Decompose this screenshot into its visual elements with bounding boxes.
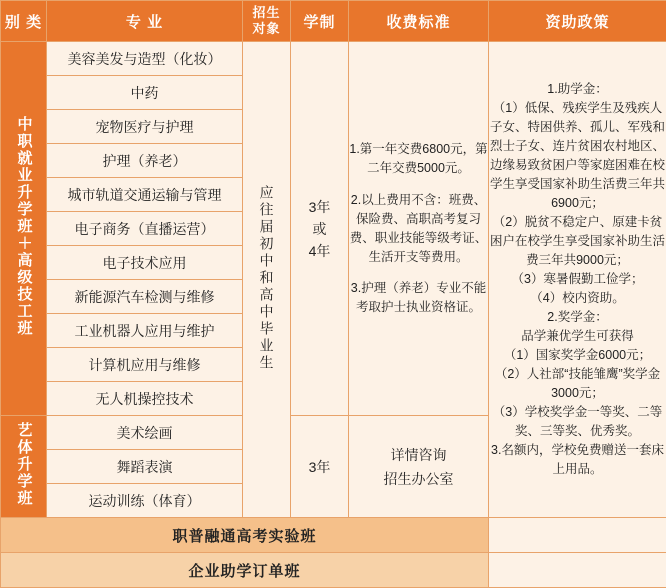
header-fee: 收费标准 xyxy=(349,1,489,42)
table-row xyxy=(1,42,666,76)
aid-policy-spacer xyxy=(489,518,666,553)
aid-policy-cell: 1.助学金： （1）低保、残疾学生及残疾人子女、特困供养、孤儿、军残和烈士子女、连片贫困农村地区、边缘易致贫困户等家庭困难在校学生享受国家补助生活费三年共6900元； （2）脱贫不稳定户、原建卡贫困户在校学生享受国家补助生活费三年共9000元； （3）寒暑假勤工俭学； （4）校内资助。 2.奖学金： 品学兼优学生可获得 （1）国家奖学金6000元； （2）人社部“技能雏鹰”奖学金3000元； （3）学校奖学金一等奖、二等奖、三等奖、优秀奖。 3.名额内，学校免费赠送一套床上用品。 xyxy=(489,42,666,518)
major-cell: 电子技术应用 xyxy=(47,246,243,280)
major-cell: 电子商务（直播运营） xyxy=(47,212,243,246)
major-cell: 美术绘画 xyxy=(47,416,243,450)
major-cell: 中药 xyxy=(47,76,243,110)
category-vocational-employment xyxy=(1,42,47,416)
major-cell: 无人机操控技术 xyxy=(47,382,243,416)
category-arts-sports xyxy=(1,416,47,518)
bottom-bar-experimental-class: 职普融通高考实验班 xyxy=(1,518,489,553)
enroll-object-cell xyxy=(243,42,291,518)
system-years-group1: 3年 或 4年 xyxy=(291,42,349,416)
major-cell: 宠物医疗与护理 xyxy=(47,110,243,144)
header-enroll-object: 招生 对象 xyxy=(243,1,291,42)
table-header-row xyxy=(1,1,666,42)
category-label: 艺体升学班 xyxy=(14,422,34,507)
fee-detail-group1: 1.第一年交费6800元，第二年交费5000元。 2.以上费用不含：班费、保险费、高职高考复习费、职业技能等级考证、生活开支等费用。 3.护理（养老）专业不能考取护士执业资格证。 xyxy=(349,42,489,416)
major-cell: 城市轨道交通运输与管理 xyxy=(47,178,243,212)
table-row xyxy=(1,518,666,553)
major-cell: 美容美发与造型（化妆） xyxy=(47,42,243,76)
header-category: 别 类 xyxy=(1,1,47,42)
aid-policy-spacer-2 xyxy=(489,553,666,588)
major-cell: 运动训练（体育） xyxy=(47,484,243,518)
major-cell: 新能源汽车检测与维修 xyxy=(47,280,243,314)
major-cell: 舞蹈表演 xyxy=(47,450,243,484)
table-row xyxy=(1,553,666,588)
header-aid: 资助政策 xyxy=(489,1,666,42)
major-cell: 工业机器人应用与维护 xyxy=(47,314,243,348)
category-label: 中职就业升学班＋高级技工班 xyxy=(14,116,34,337)
system-years-group2: 3年 xyxy=(291,416,349,518)
major-cell: 护理（养老） xyxy=(47,144,243,178)
header-major: 专 业 xyxy=(47,1,243,42)
fee-detail-group2: 详情咨询 招生办公室 xyxy=(349,416,489,518)
major-cell: 计算机应用与维修 xyxy=(47,348,243,382)
enroll-object-label: 应往届初中和高中毕业生 xyxy=(256,185,278,372)
header-system: 学制 xyxy=(291,1,349,42)
bottom-bar-enterprise-order-class: 企业助学订单班 xyxy=(1,553,489,588)
